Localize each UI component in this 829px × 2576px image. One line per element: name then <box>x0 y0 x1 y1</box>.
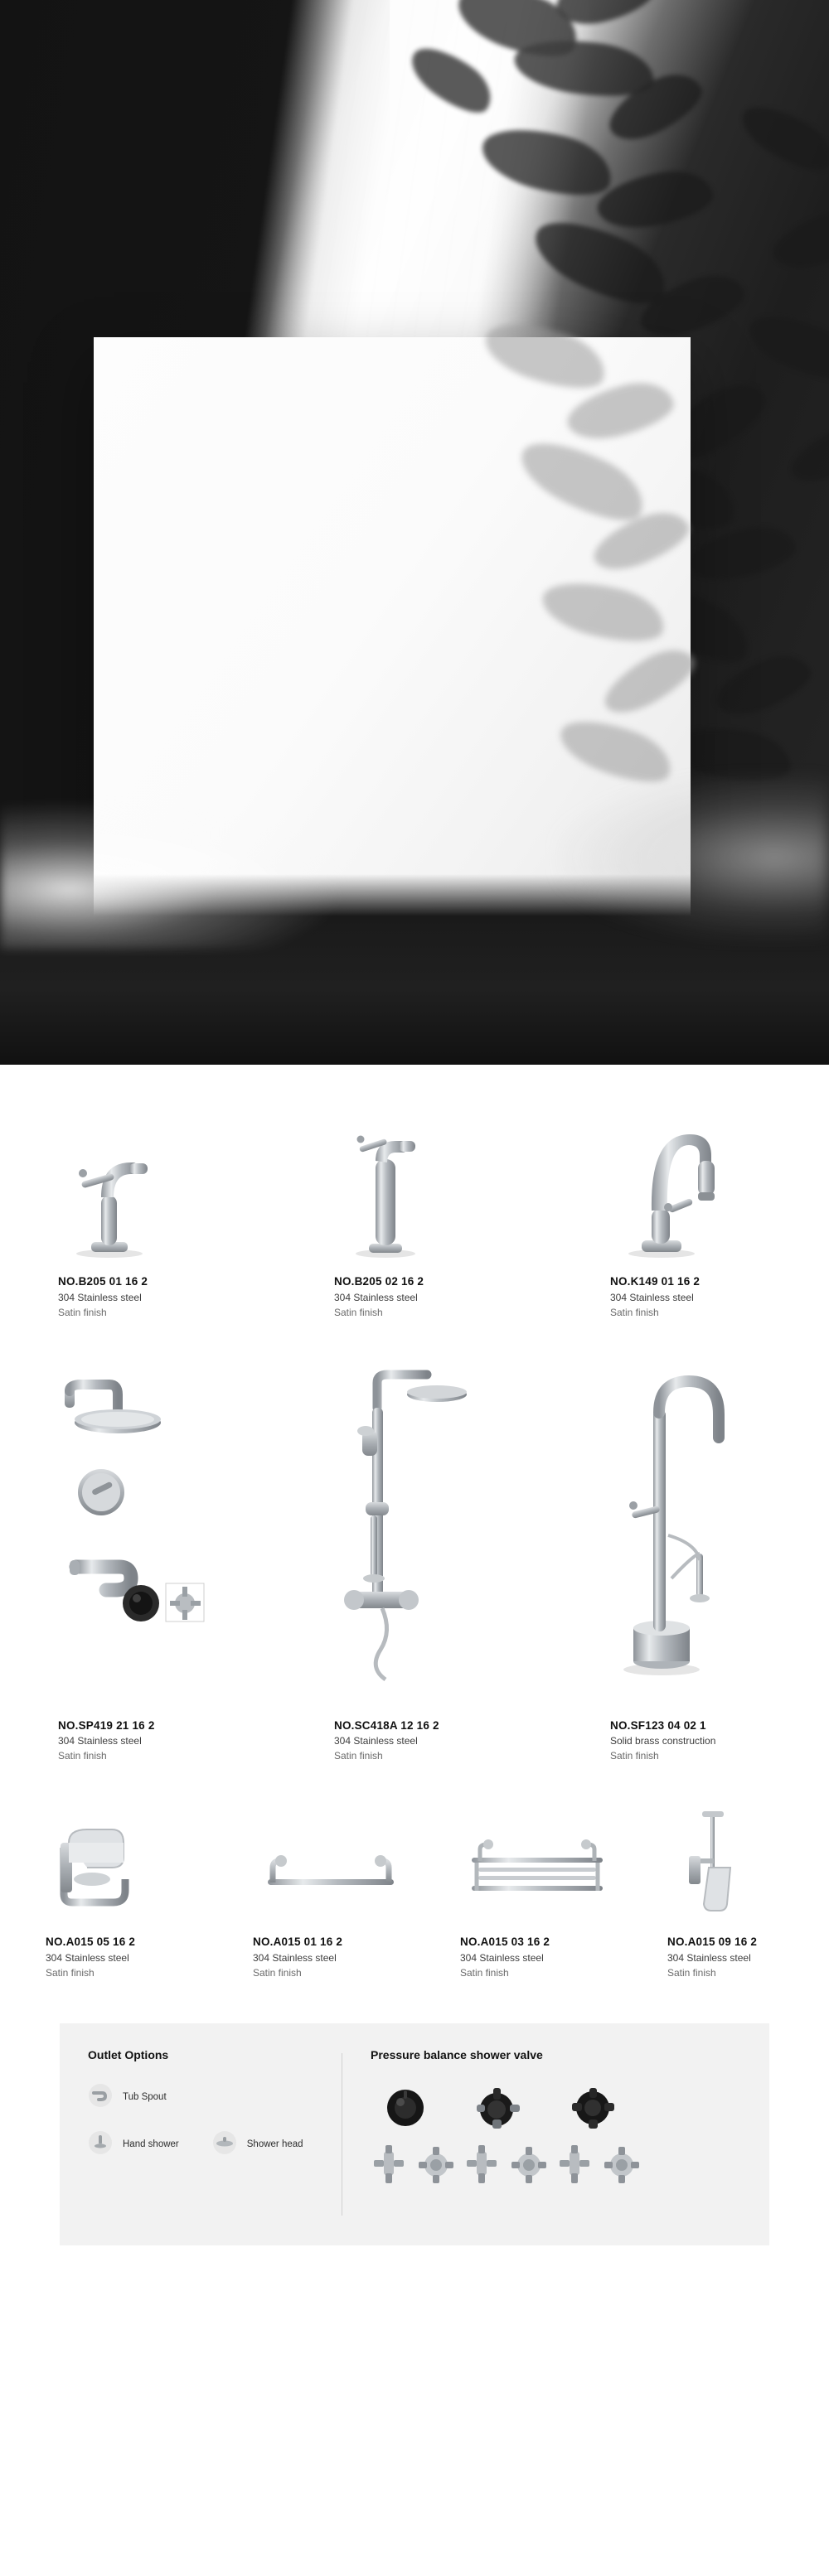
pull-down-kitchen-faucet-icon <box>610 1108 828 1265</box>
product-code: NO.SF123 04 02 1 <box>610 1718 706 1732</box>
product-code: NO.K149 01 16 2 <box>610 1275 701 1288</box>
hand-shower-icon <box>88 2130 113 2159</box>
product-code: NO.A015 05 16 2 <box>46 1936 136 1949</box>
outlet-options-title: Outlet Options <box>88 2047 169 2061</box>
valve-assembly-front-2-icon[interactable] <box>510 2145 548 2185</box>
product-caption <box>253 1926 414 1980</box>
valve-assembly-side-icon[interactable] <box>371 2145 409 2185</box>
outlet-options-section <box>88 2048 337 2221</box>
hero-floor-highlight <box>0 800 348 949</box>
product-card[interactable] <box>276 1108 552 1320</box>
outlet-option-label: Tub Spout <box>123 2092 167 2103</box>
product-card[interactable] <box>622 1801 829 1980</box>
product-code: NO.SP419 21 16 2 <box>58 1718 155 1732</box>
product-card[interactable] <box>0 1353 276 1764</box>
product-catalog <box>0 1065 829 2245</box>
valve-assembly-front-icon[interactable] <box>417 2145 455 2185</box>
shower-head-icon <box>212 2130 237 2159</box>
product-finish: Satin finish <box>667 1966 716 1979</box>
product-finish: Satin finish <box>610 1750 659 1762</box>
outlet-option-shower-head[interactable] <box>212 2130 303 2159</box>
valve-assembly-side-3-icon[interactable] <box>556 2145 594 2185</box>
product-code: NO.SC418A 12 16 2 <box>334 1718 439 1732</box>
product-card[interactable] <box>0 1801 207 1980</box>
product-material: 304 Stainless steel <box>253 1951 337 1964</box>
product-code: NO.A015 09 16 2 <box>667 1936 758 1949</box>
product-row-2 <box>0 1320 829 1764</box>
product-row-1 <box>0 1065 829 1320</box>
freestanding-tub-filler-icon <box>610 1353 828 1709</box>
product-caption <box>610 1709 828 1764</box>
concealed-shower-set-icon <box>58 1353 276 1709</box>
product-finish: Satin finish <box>46 1966 95 1979</box>
outlet-option-label: Hand shower <box>123 2139 179 2150</box>
product-code: NO.A015 03 16 2 <box>460 1936 550 1949</box>
product-material: 304 Stainless steel <box>334 1291 418 1303</box>
product-card[interactable] <box>207 1801 414 1980</box>
single-hole-basin-faucet-icon <box>58 1108 276 1265</box>
product-material: 304 Stainless steel <box>667 1951 751 1964</box>
product-finish: Satin finish <box>334 1306 383 1318</box>
product-material: 304 Stainless steel <box>610 1291 694 1303</box>
product-material: 304 Stainless steel <box>58 1291 142 1303</box>
outlet-option-label: Shower head <box>246 2139 303 2150</box>
product-finish: Satin finish <box>334 1750 383 1762</box>
product-caption <box>58 1265 276 1320</box>
product-caption <box>667 1926 829 1980</box>
outlet-option-tub-spout[interactable] <box>88 2083 337 2112</box>
product-code: NO.B205 02 16 2 <box>334 1275 424 1288</box>
towel-rack-shelf-icon <box>460 1801 622 1926</box>
product-code: NO.A015 01 16 2 <box>253 1936 343 1949</box>
product-card[interactable] <box>0 1108 276 1320</box>
product-material: 304 Stainless steel <box>334 1735 418 1747</box>
product-finish: Satin finish <box>58 1306 107 1318</box>
valve-section-title: Pressure balance shower valve <box>371 2047 543 2061</box>
product-caption <box>58 1709 276 1764</box>
product-card[interactable] <box>552 1108 828 1320</box>
outlet-option-hand-shower[interactable] <box>88 2130 179 2159</box>
product-caption <box>460 1926 622 1980</box>
product-caption <box>334 1265 552 1320</box>
toilet-brush-holder-icon <box>667 1801 829 1926</box>
tall-vessel-basin-faucet-icon <box>334 1108 552 1265</box>
towel-bar-icon <box>253 1801 414 1926</box>
product-material: 304 Stainless steel <box>460 1951 544 1964</box>
product-finish: Satin finish <box>610 1306 659 1318</box>
valve-top-row <box>371 2083 741 2145</box>
valve-trim-round-icon[interactable] <box>384 2086 427 2134</box>
options-panel <box>60 2023 769 2245</box>
product-caption <box>334 1709 552 1764</box>
valve-assembly-front-3-icon[interactable] <box>603 2145 641 2185</box>
product-row-3 <box>0 1763 829 1980</box>
product-finish: Satin finish <box>460 1966 509 1979</box>
product-caption <box>46 1926 207 1980</box>
product-material: 304 Stainless steel <box>46 1951 129 1964</box>
product-card[interactable] <box>414 1801 622 1980</box>
product-material: 304 Stainless steel <box>58 1735 142 1747</box>
product-card[interactable] <box>276 1353 552 1764</box>
hero-floor-reflection <box>555 775 829 940</box>
product-finish: Satin finish <box>253 1966 302 1979</box>
valve-cartridge-body-icon[interactable] <box>475 2086 521 2134</box>
product-code: NO.B205 01 16 2 <box>58 1275 148 1288</box>
product-caption <box>610 1265 828 1320</box>
product-card[interactable] <box>552 1353 828 1764</box>
valve-assembly-side-2-icon[interactable] <box>463 2145 502 2185</box>
hero-image <box>0 0 829 1065</box>
tub-spout-icon <box>88 2083 113 2112</box>
valve-section <box>371 2048 741 2221</box>
valve-bottom-row <box>371 2145 741 2185</box>
product-finish: Satin finish <box>58 1750 107 1762</box>
product-material: Solid brass construction <box>610 1735 716 1747</box>
exposed-shower-column-icon <box>334 1353 552 1709</box>
valve-body-rough-in-icon[interactable] <box>570 2086 616 2134</box>
toilet-paper-holder-icon <box>46 1801 207 1926</box>
